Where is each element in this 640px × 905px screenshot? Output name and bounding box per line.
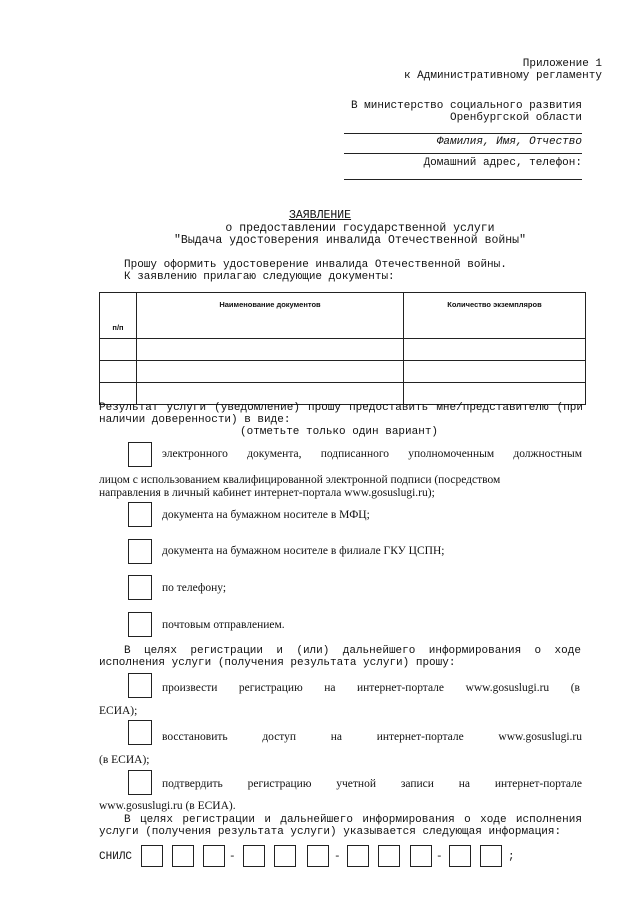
result-line-2: наличии доверенности) в виде:	[99, 414, 291, 426]
word: учетной	[336, 778, 376, 790]
word: дальнейшего	[280, 814, 353, 826]
word: регистрации	[190, 645, 263, 657]
addressee-ministry: В министерство социального развития	[350, 100, 582, 112]
option-register-line-2: ЕСИА);	[99, 705, 138, 717]
appendix-number: Приложение 1	[522, 58, 602, 70]
word: (уведомление)	[214, 402, 300, 414]
word: подписанного	[320, 448, 390, 460]
word: о	[534, 645, 542, 657]
option-phone: по телефону;	[162, 582, 227, 594]
appendix-reference: к Административному регламенту	[403, 70, 602, 82]
registration-line-2: исполнения услуги (получения результата услуги) прошу:	[99, 657, 456, 669]
option-electronic-line-2: лицом с использованием квалифицированной электронной подписи (посредством	[99, 474, 501, 486]
word: В	[124, 814, 131, 826]
snils-digit-9[interactable]	[410, 845, 432, 867]
option-mail: почтовым отправлением.	[162, 619, 285, 631]
address-label: Домашний адрес, телефон:	[423, 157, 582, 169]
word: информирования	[362, 814, 455, 826]
restore-access-checkbox[interactable]	[128, 720, 152, 745]
word: должностным	[513, 448, 582, 460]
word: на	[330, 731, 343, 743]
statement-subtitle: о предоставлении государственной услуги	[225, 222, 495, 235]
word: восстановить	[162, 731, 228, 743]
word: произвести	[162, 682, 218, 694]
word: интернет-портале	[376, 731, 464, 743]
intro-attachments: К заявлению прилагаю следующие документы:	[124, 271, 395, 283]
addressee-region: Оренбургской области	[449, 112, 582, 124]
word: исполнения	[515, 814, 582, 826]
snils-digit-3[interactable]	[203, 845, 225, 867]
fio-label: Фамилия, Имя, Отчество	[436, 136, 582, 148]
statement-title: ЗАЯВЛЕНИЕ	[288, 209, 352, 222]
table-cell[interactable]	[137, 361, 404, 383]
option-paper-branch: документа на бумажном носителе в филиале ГКУ ЦСПН;	[162, 545, 445, 557]
table-cell[interactable]	[404, 361, 586, 383]
word: и	[276, 645, 283, 657]
documents-table	[99, 292, 586, 405]
snils-digit-2[interactable]	[172, 845, 194, 867]
snils-digit-5[interactable]	[274, 845, 296, 867]
word: о	[464, 814, 471, 826]
statement-service-name: "Выдача удостоверения инвалида Отечественной войны"	[174, 234, 526, 247]
word: www.gosuslugi.ru	[465, 682, 550, 694]
fio-input-line[interactable]	[344, 133, 582, 134]
snils-digit-8[interactable]	[378, 845, 400, 867]
word: подтвердить	[162, 778, 223, 790]
word: (при	[556, 402, 583, 414]
word: записи	[400, 778, 434, 790]
table-header-documents: Наименование документов	[137, 293, 404, 339]
snils-digit-6[interactable]	[307, 845, 329, 867]
word: целях	[139, 814, 173, 826]
word: регистрации	[182, 814, 255, 826]
snils-label: СНИЛС	[99, 851, 133, 863]
word: документа,	[247, 448, 302, 460]
word: доступ	[262, 731, 297, 743]
table-header-number: п/п	[100, 293, 137, 339]
option-electronic-line-1	[162, 448, 582, 460]
word: уполномоченным	[408, 448, 495, 460]
result-line-1	[99, 402, 583, 414]
table-cell[interactable]	[100, 361, 137, 383]
word: на	[458, 778, 471, 790]
option-register-line-1	[162, 682, 580, 694]
table-cell[interactable]	[100, 339, 137, 361]
word: В	[124, 645, 131, 657]
word: электронного	[162, 448, 228, 460]
snils-digit-11[interactable]	[480, 845, 502, 867]
table-row	[100, 361, 586, 383]
option-restore-line-2: (в ЕСИА);	[99, 754, 150, 766]
table-row	[100, 339, 586, 361]
snils-separator: -	[436, 851, 443, 863]
snils-end: ;	[508, 851, 515, 863]
snils-digit-7[interactable]	[347, 845, 369, 867]
phone-checkbox[interactable]	[128, 575, 152, 600]
word: интернет-портале	[494, 778, 582, 790]
word: (в	[570, 682, 580, 694]
table-header-row	[100, 293, 586, 339]
option-confirm-line-2: www.gosuslugi.ru (в ЕСИА).	[99, 800, 236, 812]
word: на	[324, 682, 336, 694]
paper-mfc-checkbox[interactable]	[128, 502, 152, 527]
mail-checkbox[interactable]	[128, 612, 152, 637]
word: информирования	[428, 645, 522, 657]
word: www.gosuslugi.ru	[498, 731, 582, 743]
option-restore-line-1	[162, 731, 582, 743]
option-electronic-line-3: направления в личный кабинет интернет-портала www.gosuslugi.ru);	[99, 487, 435, 499]
fio-extra-line[interactable]	[344, 153, 582, 154]
table-cell[interactable]	[404, 339, 586, 361]
word: мне/представителю	[436, 402, 549, 414]
register-checkbox[interactable]	[128, 673, 152, 698]
intro-request: Прошу оформить удостоверение инвалида Отечественной войны.	[124, 259, 507, 271]
word: (или)	[296, 645, 330, 657]
address-input-line[interactable]	[344, 179, 582, 180]
word: целях	[143, 645, 177, 657]
word: регистрацию	[238, 682, 303, 694]
option-paper-mfc: документа на бумажном носителе в МФЦ;	[162, 509, 370, 521]
word: интернет-портале	[357, 682, 445, 694]
word: ходе	[480, 814, 507, 826]
word: прошу	[308, 402, 342, 414]
word: Результат	[99, 402, 159, 414]
word: услуги	[166, 402, 207, 414]
word: дальнейшего	[342, 645, 416, 657]
paper-branch-checkbox[interactable]	[128, 539, 152, 564]
word: ходе	[554, 645, 581, 657]
confirm-registration-checkbox[interactable]	[128, 770, 152, 795]
table-cell[interactable]	[137, 339, 404, 361]
option-confirm-line-1	[162, 778, 582, 790]
registration-line-1	[124, 645, 581, 657]
info-line-1	[124, 814, 582, 826]
word: и	[264, 814, 271, 826]
snils-separator: -	[334, 851, 341, 863]
table-header-quantity: Количество экземпляров	[404, 293, 586, 339]
snils-digit-10[interactable]	[449, 845, 471, 867]
result-note: (отметьте только один вариант)	[240, 426, 439, 438]
snils-digit-1[interactable]	[141, 845, 163, 867]
info-line-2: услуги (получения результата услуги) указывается следующая информация:	[99, 826, 562, 838]
electronic-document-checkbox[interactable]	[128, 442, 152, 467]
snils-digit-4[interactable]	[243, 845, 265, 867]
word: регистрацию	[247, 778, 312, 790]
snils-separator: -	[229, 851, 236, 863]
word: предоставить	[349, 402, 429, 414]
